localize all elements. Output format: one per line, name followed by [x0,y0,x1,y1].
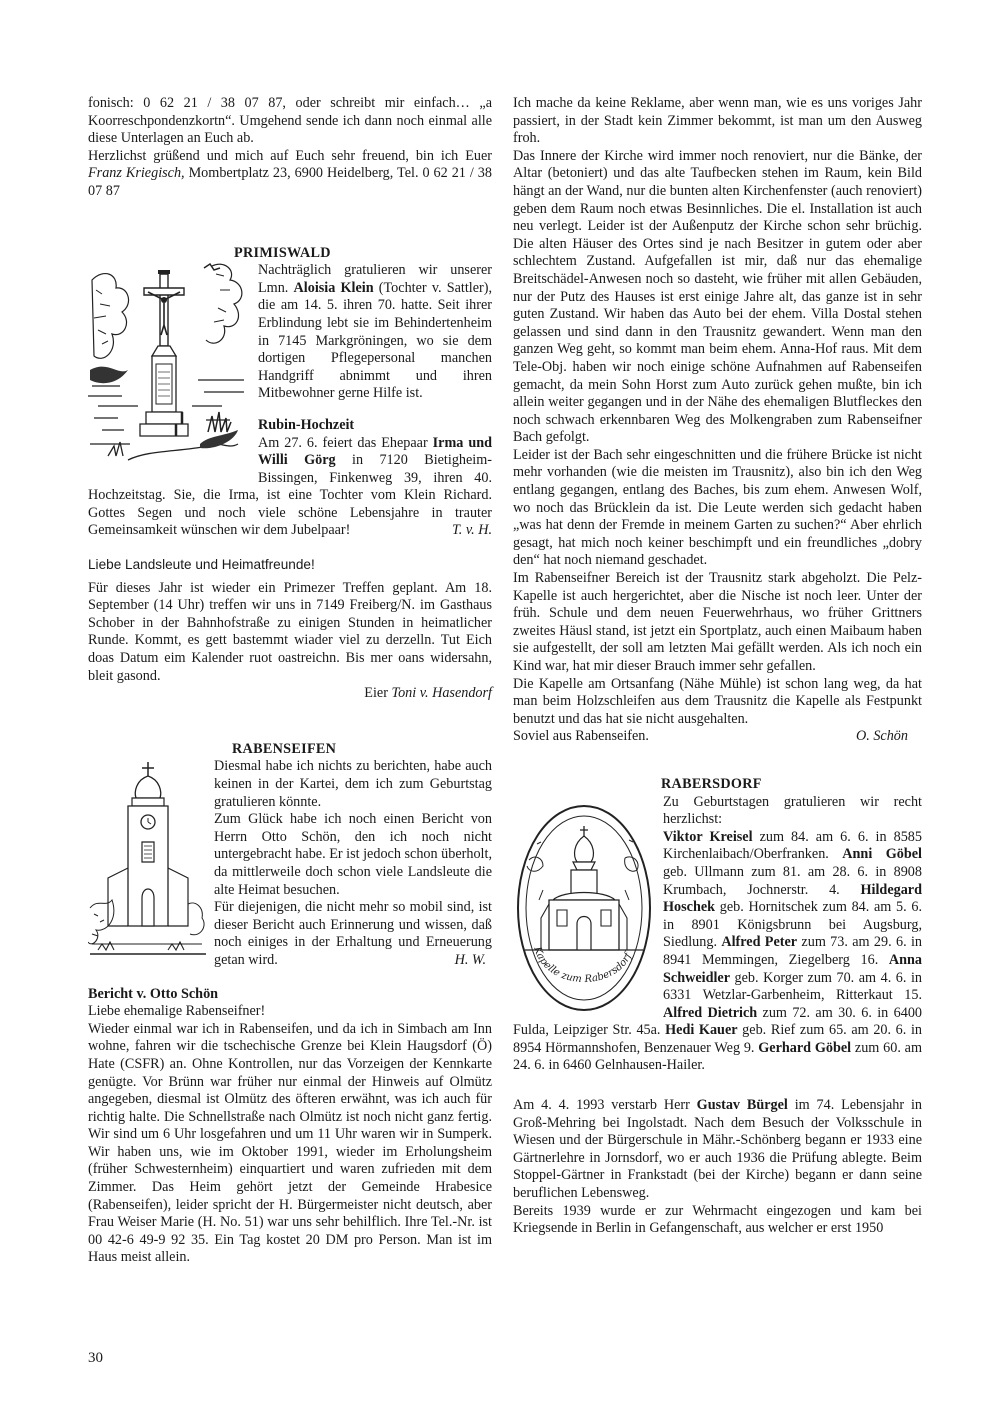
church-tower-illustration [88,758,208,958]
section-heading-primiswald: PRIMISWALD [234,244,331,261]
paragraph-primiswald: Nachträglich gratulieren wir unserer Lmn. Aloisia Klein (Tochter v. Sattler), die am 14. 5. ihren 70. hatte. Seit ihrer Erblindung lebt sie im Behindertenheim in 7145 Markgröningen, wo sie dem dortigen Pflegepersonal manchen Handgriff abnimmt und ihren Mitbewohner gerne Hilfe ist. [258,262,493,402]
paragraph-kirche: Das Innere der Kirche wird immer noch renoviert, nur die Bänke, der Altar (betoniert) und das alte Taufbecken stehen im Raum, kein Bild hängt an der Wand, nur die bunten alten Kirchenfenster (auch renoviert) geben dem Raum noch etwas Besinnliches. Die el. Installation ist auch neu verlegt. Leider ist der Außenputz der Kirche schon sehr brüchig. Die alten Häuser des Ortes sind je nach Besitzer in gutem oder aber schlechtem Zustand. Aufgefallen ist mir, daß nur das ehemalige Breitschädel-Anwesen noch so dasteht, wie früher mit allen Gebäuden, nur der Putz des Hauses ist erst einige Jahre alt, das ganze ist in sehr guten Zustand. Wir haben das Auto bei der ehem. Villa Dostal stehen gelassen und sind dann in den Trausnitz gewandert. Wenn man den ganzen Weg geht, so kommt man beim ehem. Anna-Hof raus. Mit dem Tele-Obj. haben wir noch einige schöne Aufnahmen auf Rabenseifen gemacht, da mein Sohn Horst zum Auto zurück gehen mußte, bin ich allein weiter gegangen und in der Nähe des ehemaligen Blutfleckes den noch schwach erkennbaren Weg des Molkengraben zum Rabenseifner Bach gefolgt. [513,147,922,446]
paragraph-obituary: Am 4. 4. 1993 verstarb Herr Gustav Bürgel im 74. Lebensjahr in Groß-Mehring bei Ingolstadt. Nach dem Besuch der Volksschule in Wiesen und der Bürgerschule in Mähr.-Schönberg begann er 1933 eine Gärtnerlehre in Jornsdorf, wo er auch 1936 die Prüfung ablegte. Beim Stoppel-Gärtner in Frankstadt (bei der Kirche) begann er dann seine beruflichen Lebensweg. [513,1097,922,1202]
paragraph-rabenseifen-3: Für diejenigen, die nicht mehr so mobil sind, ist dieser Bericht auch Erinnerung und wissen, daß noch einiges in der Erhaltung und Erneuerung getan wird. H. W. [214,899,492,968]
oval-caption: Kapelle zum Rabersdorf [531,944,635,985]
paragraph-bach: Leider ist der Bach sehr eingeschnitten und die frühere Brücke ist nicht mehr vorhanden (wie die meisten im Trausnitz), also bin ich den Weg entlang gegangen, entlang des Baches, bis zum ehem. Anwesen Wolf, wo noch das Brücklein da ist. Die Leute werden sich gedacht haben „was hat denn der Fremde in meinem Garten zu suchen?“ Aber ehrlich gesagt, hat mich noch keiner beschimpft und ein freundliches „dobry den“ hat noch niemand geschadet. [513,446,922,569]
person-name: Gustav Bürgel [696,1097,788,1114]
wayside-cross-illustration [88,260,252,480]
greeting-landsleute: Liebe Landsleute und Heimatfreunde! [88,557,315,573]
signature-hasendorf: Eier Toni v. Hasendorf [364,685,492,702]
paragraph-rabenseifen-2: Zum Glück habe ich noch einen Bericht von Herrn Otto Schön, den ich noch nicht untergebracht habe. Er ist jedoch schon überholt, da mittlerweile doch schon viele Landsleute die alte Heimat besuchen. [214,811,492,898]
subheading-rubin-hochzeit: Rubin-Hochzeit [258,416,355,433]
author-name: Franz Kriegisch, [88,165,185,182]
paragraph-rubin-hochzeit: Am 27. 6. feiert das Ehepaar Irma und Willi Görg in 7120 Bietigheim-Bissingen, Finkenweg 39, ihren 40. Hochzeitstag. Sie, die Irma, ist eine Tochter vom Klein Richard. Gottes Segen und noch viele schöne Lebensjahre in trauter Gemeinsamkeit wünschen wir dem Jubelpaar! T. v. H. [88,434,493,539]
paragraph-birthdays: Viktor Kreisel zum 84. am 6. 6. in 8585 Kirchenlaibach/Oberfranken. Anni Göbel geb. Ullmann zum 81. am 28. 6. in 8908 Krumbach, Jochnerstr. 4. Hildegard Hoschek geb. Hornitschek zum 84. am 5. 6. in 8901 Königsbrunn bei Augsburg, Siedlung. Alfred Peter zum 73. am 29. 6. in 8941 Memmingen, Ziegelberg 16. Anna Schweidler geb. Korger zum 70. am 4. 6. in 6331 Wetzlar-Garbenheim, Ritterkaut 15. Alfred Dietrich zum 72. am 30. 6. in 6400 Fulda, Leipziger Str. 45a. Hedi Kauer geb. Rief zum 65. am 20. 6. in 8954 Hörmannshofen, Benzenauer Weg 9. Gerhard Göbel zum 60. am 24. 6. in 6460 Gelnhausen-Hailer. [513,828,923,1074]
signature: T. v. H. [451,522,492,539]
paragraph-trausnitz: Im Rabenseifner Bereich ist der Trausnitz stark abgeholzt. Die Pelz-Kapelle ist auch hergerichtet, aber die Nische ist noch leer. Unter der früh. Schule und dem neuen Feuerwehrhaus, wo früher Grittners zweites Häusl stand, ist jetzt ein Sportplatz, auch einen Maibaum haben sie aufgestellt, der soll am letzten Mai gefällt werden. Als ich noch ein Kind war, hat mir dieser Brauch immer sehr gefallen. [513,570,922,674]
paragraph-rabenseifen-1: Diesmal habe ich nichts zu berichten, habe auch keinen in der Kartei, dem ich zum Geburtstag gratulieren könnte. [214,758,492,810]
paragraph-rabersdorf-intro: Zu Geburtstagen gratulieren wir recht herzlichst: [663,793,922,828]
page-number: 30 [88,1350,103,1366]
paragraph-primezer-treffen: Für dieses Jahr ist wieder ein Primezer Treffen geplant. Am 18. September (14 Uhr) treffen wir uns in 7149 Freiberg/N. im Gasthaus Schober in der Bahnhofstraße zu einigen Stunden in heimatlicher Runde. Kommt, es gett bastemmt wiader viel zu derzelln. Tut Eich doas Datum eim Kalender ruot oastreichn. Bis mer oans widersahn, bleit gasond. [88,579,492,684]
signature: H. W. [454,951,486,968]
signature-line-schoen: Soviel aus Rabenseifen. O. Schön [513,728,908,745]
chapel-oval-illustration [513,800,655,1022]
right-column [513,95,922,1238]
paragraph-kapelle: Die Kapelle am Ortsanfang (Nähe Mühle) ist schon lang weg, da hat man beim Holzschleifen aus dem Trausnitz die Kapelle als Festpunkt benutzt und das hat sie nicht ausgehalten. [513,675,922,727]
subheading-bericht-otto-schoen: Bericht v. Otto Schön [88,985,219,1002]
paragraph-obituary-2: Bereits 1939 wurde er zur Wehrmacht eingezogen und kam bei Kriegsende in Berlin in Gefangenschaft, aus welcher er erst 1950 [513,1202,922,1237]
salutation: Liebe ehemalige Rabenseifner! [88,1003,266,1020]
section-heading-rabenseifen: RABENSEIFEN [232,740,337,757]
paragraph-intro: fonisch: 0 62 21 / 38 07 87, oder schreibt mir einfach… „a Koorreschpondenzkortn“. Umgehend sende ich dann noch einmal alle diese Unterlagen an Euch ab. [88,95,492,147]
person-name: Aloisia Klein [293,279,374,296]
left-column [88,95,492,1267]
paragraph-bericht: Wieder einmal war ich in Rabenseifen, und da ich in Simbach am Inn wohne, fahren wir die tschechische Grenze bei Klein Haugsdorf (Ö) Hate (CSFR) an. Ohne Kontrollen, nur das Vorzeigen der Kennkarte genügte. Vor Brünn war früher nur einmal der Hinweis auf Olmütz angegeben, diesmal ist Olmütz des öfteren erwähnt, was ich auch für richtig halte. Die Schnellstraße nach Olmütz ist noch nicht ganz fertig. Wir sind um 6 Uhr losgefahren und um 11 Uhr waren wir in Sumperk. Wir haben uns, wie im Oktober 1991, wieder im Erholungsheim (früher Schwesternheim) einquartiert und waren zufrieden mit dem Zimmer. Das Heim gehört jetzt der Gemeinde Hrabesice (Rabenseifen), leider spricht der H. Bürgermeister nicht deutsch, aber Frau Weiser Marie (H. No. 51) war uns sehr behilflich. Ihre Tel.-Nr. ist 00 42-6 49-9 92 35. Ein Tag kostet 20 DM pro Person. Man ist im Haus meist allein. [88,1020,492,1266]
person-name: Irma und Willi Görg [258,434,493,469]
paragraph-reklame: Ich mache da keine Reklame, aber wenn man, wie es uns voriges Jahr passiert, in der Stadt kein Zimmer bekommt, ist man um den Ausweg froh. [513,95,922,147]
section-heading-rabersdorf: RABERSDORF [661,775,762,792]
paragraph-greeting-kriegisch: Herzlichst grüßend und mich auf Euch sehr freuend, bin ich Euer Franz Kriegisch, Mombertplatz 23, 6900 Heidelberg, Tel. 0 62 21 / 38 07 87 [88,147,492,199]
